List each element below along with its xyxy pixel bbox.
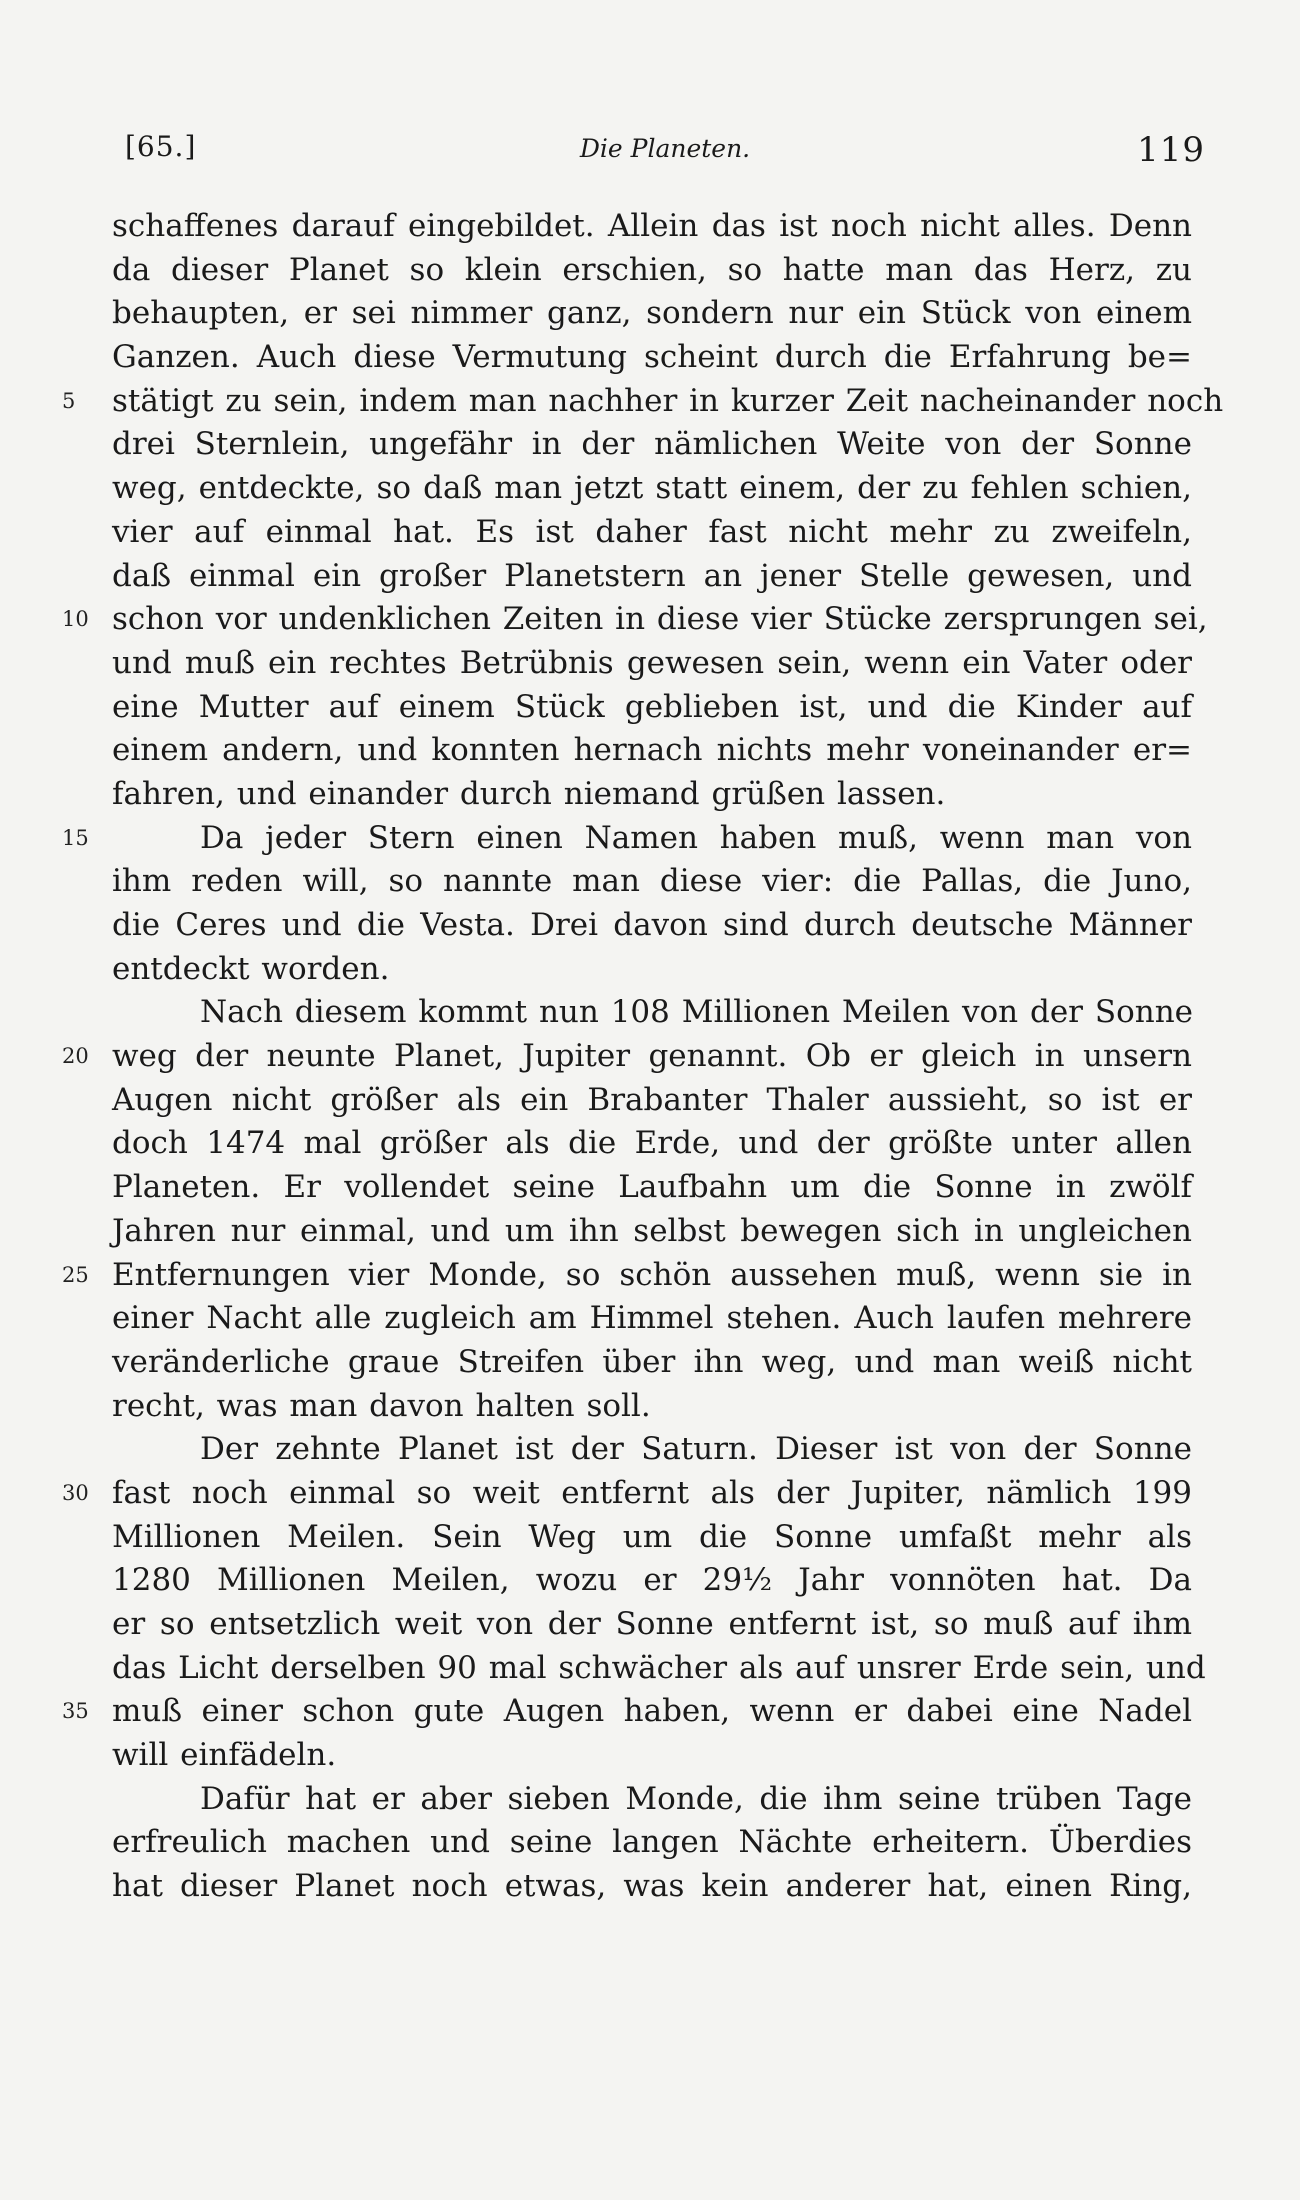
line-text: muß einer schon gute Augen haben, wenn er dabei eine Nadel — [112, 1693, 1192, 1730]
line-text: vier auf einmal hat. Es ist daher fast nicht mehr zu zweifeln, — [112, 513, 1192, 550]
text-line — [112, 1516, 1192, 1560]
line-text: erfreulich machen und seine langen Nächte erheitern. Überdies — [112, 1824, 1192, 1861]
line-text: Dafür hat er aber sieben Monde, die ihm seine trüben Tage — [200, 1780, 1192, 1817]
text-line — [112, 1647, 1206, 1691]
line-text: eine Mutter auf einem Stück geblieben ist, und die Kinder auf — [112, 688, 1192, 725]
line-text: Jahren nur einmal, und um ihn selbst bewegen sich in ungleichen — [112, 1212, 1192, 1249]
line-text: will einfädeln. — [112, 1737, 337, 1774]
line-text: schon vor undenklichen Zeiten in diese vier Stücke zersprungen sei, — [112, 601, 1208, 638]
line-number: 25 — [62, 1262, 89, 1287]
body-text — [62, 205, 1224, 1909]
text-line — [112, 1778, 1192, 1822]
text-line — [112, 336, 1192, 380]
line-text: Millionen Meilen. Sein Weg um die Sonne umfaßt mehr als — [112, 1518, 1192, 1555]
line-text: Planeten. Er vollendet seine Laufbahn um die Sonne in zwölf — [112, 1169, 1192, 1206]
text-line — [62, 1254, 1192, 1298]
text-line — [112, 1122, 1192, 1166]
line-text: Entfernungen vier Monde, so schön aussehen muß, wenn sie in — [112, 1256, 1192, 1293]
text-line — [112, 555, 1192, 599]
line-text: Augen nicht größer als ein Brabanter Thaler aussieht, so ist er — [112, 1081, 1192, 1118]
line-number: 15 — [62, 825, 89, 850]
text-line — [112, 729, 1192, 773]
text-line — [112, 948, 1192, 992]
text-line — [112, 1428, 1192, 1472]
line-text: einem andern, und konnten hernach nichts mehr voneinander er= — [112, 732, 1192, 769]
line-text: die Ceres und die Vesta. Drei davon sind durch deutsche Männer — [112, 907, 1192, 943]
text-line — [112, 1341, 1192, 1385]
line-text: entdeckt worden. — [112, 950, 390, 987]
line-text: das Licht derselben 90 mal schwächer als auf unsrer Erde sein, und — [112, 1649, 1206, 1686]
line-text: schaffenes darauf eingebildet. Allein das ist noch nicht alles. Denn — [112, 208, 1192, 244]
line-text: fast noch einmal so weit entfernt als der Jupiter, nämlich 199 — [112, 1474, 1192, 1511]
text-line — [112, 991, 1192, 1035]
line-number: 30 — [62, 1480, 89, 1505]
text-line — [62, 1690, 1192, 1734]
text-line — [112, 1821, 1192, 1865]
line-text: Nach diesem kommt nun 108 Millionen Meilen von der Sonne — [200, 994, 1194, 1031]
text-line — [112, 205, 1192, 249]
line-text: Der zehnte Planet ist der Saturn. Dieser ist von der Sonne — [200, 1431, 1192, 1468]
page-header — [125, 130, 1205, 180]
page-number: 119 — [1137, 130, 1205, 170]
text-line — [112, 686, 1192, 730]
line-text: recht, was man davon halten soll. — [112, 1387, 651, 1424]
line-text: einer Nacht alle zugleich am Himmel stehen. Auch laufen mehrere — [112, 1300, 1192, 1337]
text-line — [112, 249, 1192, 293]
page-reference: [65.] — [125, 130, 197, 163]
line-number: 10 — [62, 607, 89, 632]
text-line — [62, 817, 1192, 861]
line-text: drei Sternlein, ungefähr in der nämlichen Weite von der Sonne — [112, 426, 1192, 463]
text-line — [112, 1079, 1192, 1123]
text-line — [112, 1166, 1192, 1210]
line-text: hat dieser Planet noch etwas, was kein anderer hat, einen Ring, — [112, 1868, 1192, 1905]
line-text: behaupten, er sei nimmer ganz, sondern nur ein Stück von einem — [112, 295, 1192, 332]
text-line — [112, 860, 1192, 904]
line-text: weg, entdeckte, so daß man jetzt statt einem, der zu fehlen schien, — [112, 470, 1192, 507]
text-line — [62, 380, 1224, 424]
text-line — [112, 511, 1192, 555]
line-number: 35 — [62, 1699, 89, 1724]
text-line — [112, 1603, 1192, 1647]
text-line — [62, 1472, 1192, 1516]
line-text: Da jeder Stern einen Namen haben muß, wenn man von — [200, 819, 1192, 856]
line-text: da dieser Planet so klein erschien, so hatte man das Herz, zu — [112, 251, 1192, 288]
text-line — [112, 1734, 1192, 1778]
line-text: er so entsetzlich weit von der Sonne entfernt ist, so muß auf ihm — [112, 1606, 1192, 1642]
line-number: 5 — [62, 388, 76, 413]
text-line — [112, 1385, 1192, 1429]
line-number: 20 — [62, 1044, 89, 1069]
line-text: daß einmal ein großer Planetstern an jener Stelle gewesen, und — [112, 557, 1192, 594]
text-line — [112, 904, 1192, 948]
running-title: Die Planeten. — [579, 134, 751, 163]
text-line — [112, 1297, 1192, 1341]
text-line — [112, 773, 1192, 817]
text-line — [62, 598, 1208, 642]
text-line — [112, 1559, 1192, 1603]
line-text: weg der neunte Planet, Jupiter genannt. Ob er gleich in unsern — [112, 1038, 1192, 1075]
text-line — [62, 1035, 1192, 1079]
text-line — [112, 1865, 1192, 1909]
text-line — [112, 467, 1192, 511]
line-text: und muß ein rechtes Betrübnis gewesen sein, wenn ein Vater oder — [112, 644, 1192, 681]
line-text: Ganzen. Auch diese Vermutung scheint durch die Erfahrung be= — [112, 339, 1192, 376]
text-line — [112, 423, 1192, 467]
text-line — [112, 1210, 1192, 1254]
text-line — [112, 292, 1192, 336]
line-text: 1280 Millionen Meilen, wozu er 29½ Jahr vonnöten hat. Da — [112, 1562, 1192, 1599]
line-text: doch 1474 mal größer als die Erde, und der größte unter allen — [112, 1125, 1192, 1162]
line-text: stätigt zu sein, indem man nachher in kurzer Zeit nacheinander noch — [112, 382, 1224, 419]
line-text: ihm reden will, so nannte man diese vier: die Pallas, die Juno, — [112, 863, 1192, 900]
line-text: fahren, und einander durch niemand grüßen lassen. — [112, 775, 946, 812]
line-text: veränderliche graue Streifen über ihn weg, und man weiß nicht — [112, 1343, 1192, 1380]
text-line — [112, 642, 1192, 686]
